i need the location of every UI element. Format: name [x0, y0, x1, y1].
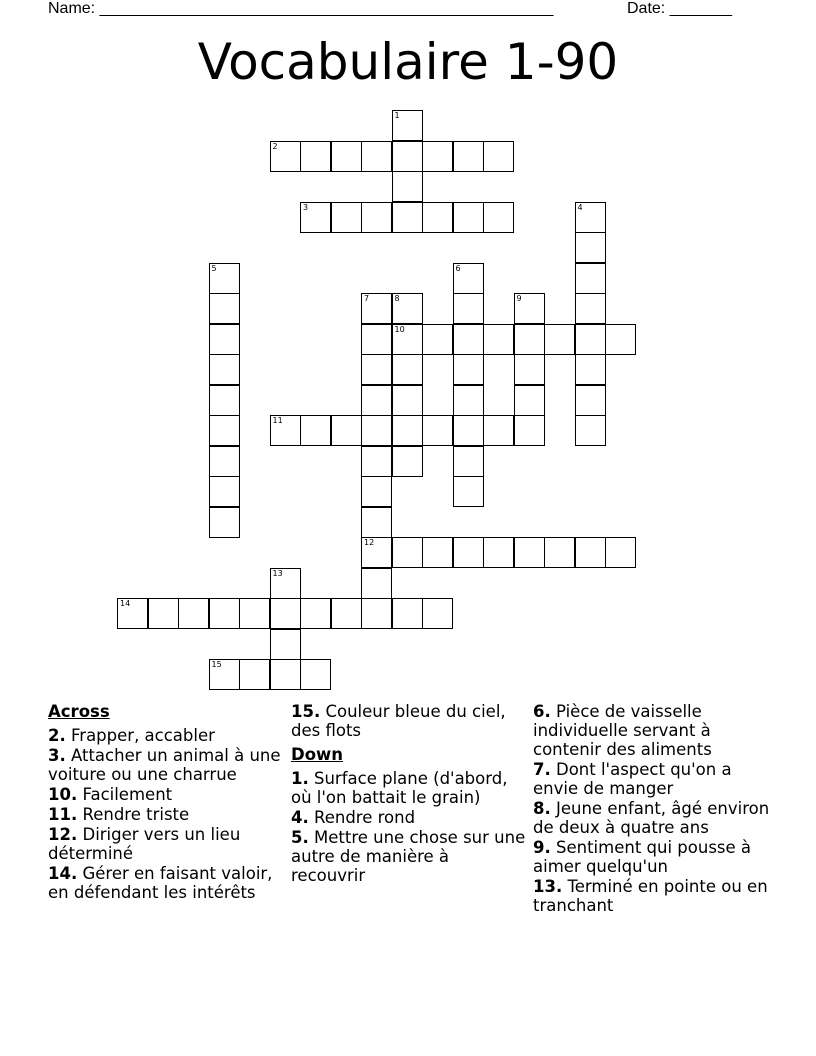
clue-column-1 [48, 702, 288, 903]
crossword-cell[interactable] [270, 568, 301, 599]
crossword-cell[interactable] [392, 537, 423, 568]
crossword-cell[interactable] [361, 598, 392, 629]
clue-across-10: 10. Facilement [48, 785, 173, 804]
clue-down-6: 6. Pièce de vaisselle individuelle servant à contenir des aliments [533, 702, 712, 759]
clue-across-14: 14. Gérer en faisant valoir, en défendant les intérêts [48, 864, 273, 902]
crossword-cell[interactable] [300, 141, 331, 172]
crossword-cell[interactable] [422, 598, 453, 629]
down-heading: Down [291, 745, 344, 764]
crossword-cell[interactable] [300, 659, 331, 690]
crossword-cell[interactable] [392, 110, 423, 141]
crossword-cell[interactable] [361, 293, 392, 324]
crossword-cell[interactable] [361, 385, 392, 416]
crossword-cell[interactable] [209, 263, 240, 294]
crossword-cell[interactable] [483, 141, 514, 172]
crossword-cell[interactable] [453, 141, 484, 172]
crossword-cell[interactable] [209, 659, 240, 690]
crossword-cell[interactable] [605, 324, 636, 355]
crossword-cell[interactable] [453, 385, 484, 416]
crossword-cell[interactable] [209, 324, 240, 355]
clue-down-7: 7. Dont l'aspect qu'on a envie de manger [533, 760, 732, 798]
crossword-cell[interactable] [453, 537, 484, 568]
crossword-cell[interactable] [361, 354, 392, 385]
clue-across-11: 11. Rendre triste [48, 805, 190, 824]
clue-number: 3 [303, 202, 309, 212]
crossword-cell[interactable] [361, 415, 392, 446]
crossword-cell[interactable] [331, 202, 362, 233]
clue-number: 9 [516, 294, 522, 303]
clue-number: 12 [364, 538, 375, 547]
clue-down-8: 8. Jeune enfant, âgé environ de deux à quatre ans [533, 799, 770, 837]
crossword-cell[interactable] [483, 537, 514, 568]
crossword-cell[interactable] [239, 598, 270, 629]
crossword-cell[interactable] [422, 537, 453, 568]
crossword-cell[interactable] [148, 598, 179, 629]
crossword-cell[interactable] [209, 476, 240, 507]
clue-number: 10 [394, 324, 405, 334]
crossword-cell[interactable] [575, 415, 606, 446]
crossword-cell[interactable] [361, 537, 392, 568]
crossword-cell[interactable] [239, 659, 270, 690]
crossword-cell[interactable] [270, 141, 301, 172]
clue-across-15: 15. Couleur bleue du ciel, des flots [291, 702, 506, 740]
crossword-cell[interactable] [392, 324, 423, 355]
crossword-cell[interactable] [514, 354, 545, 385]
crossword-cell[interactable] [300, 202, 331, 233]
clue-number: 7 [364, 294, 370, 303]
crossword-cell[interactable] [392, 385, 423, 416]
crossword-cell[interactable] [575, 354, 606, 385]
crossword-cell[interactable] [392, 446, 423, 477]
crossword-cell[interactable] [422, 202, 453, 233]
crossword-cell[interactable] [453, 324, 484, 355]
clue-number: 11 [272, 416, 283, 425]
clue-number: 5 [211, 263, 217, 273]
crossword-cell[interactable] [300, 415, 331, 446]
crossword-cell[interactable] [544, 537, 575, 568]
crossword-cell[interactable] [483, 415, 514, 446]
crossword-cell[interactable] [514, 537, 545, 568]
clue-number: 13 [272, 568, 283, 578]
clue-across-2: 2. Frapper, accabler [48, 726, 215, 745]
clue-number: 2 [272, 141, 278, 151]
page-title: Vocabulaire 1-90 [197, 33, 619, 91]
crossword-cell[interactable] [209, 507, 240, 538]
crossword-cell[interactable] [361, 476, 392, 507]
clue-number: 15 [211, 660, 222, 669]
crossword-cell[interactable] [361, 141, 392, 172]
crossword-cell[interactable] [575, 537, 606, 568]
crossword-cell[interactable] [483, 202, 514, 233]
clue-down-4: 4. Rendre rond [291, 808, 416, 827]
crossword-cell[interactable] [453, 415, 484, 446]
clue-down-9: 9. Sentiment qui pousse à aimer quelqu'un [533, 838, 752, 876]
crossword-cell[interactable] [270, 629, 301, 660]
crossword-cell[interactable] [117, 598, 148, 629]
crossword-cell[interactable] [209, 415, 240, 446]
crossword-cell[interactable] [453, 476, 484, 507]
clue-number: 6 [455, 263, 461, 273]
crossword-cell[interactable] [270, 659, 301, 690]
crossword-cell[interactable] [575, 385, 606, 416]
crossword-cell[interactable] [361, 324, 392, 355]
crossword-cell[interactable] [331, 415, 362, 446]
crossword-cell[interactable] [178, 598, 209, 629]
crossword-cell[interactable] [331, 598, 362, 629]
crossword-cell[interactable] [453, 263, 484, 294]
crossword-cell[interactable] [514, 293, 545, 324]
crossword-cell[interactable] [422, 415, 453, 446]
worksheet-header [48, 0, 732, 18]
clue-column-2 [291, 702, 527, 886]
clue-number: 8 [394, 294, 400, 303]
crossword-cell[interactable] [575, 263, 606, 294]
crossword-cell[interactable] [209, 354, 240, 385]
clue-number: 14 [120, 599, 131, 608]
crossword-cell[interactable] [453, 354, 484, 385]
crossword-cell[interactable] [392, 171, 423, 202]
crossword-cell[interactable] [575, 293, 606, 324]
crossword-cell[interactable] [605, 537, 636, 568]
crossword-cell[interactable] [270, 415, 301, 446]
crossword-cell[interactable] [209, 293, 240, 324]
crossword-cell[interactable] [453, 446, 484, 477]
clue-down-5: 5. Mettre une chose sur une autre de manière à recouvrir [291, 828, 526, 885]
clue-number: 1 [394, 111, 400, 120]
crossword-cell[interactable] [331, 141, 362, 172]
crossword-cell[interactable] [209, 385, 240, 416]
crossword-cell[interactable] [453, 202, 484, 233]
crossword-cell[interactable] [392, 202, 423, 233]
crossword-cell[interactable] [361, 507, 392, 538]
crossword-cell[interactable] [514, 324, 545, 355]
crossword-cell[interactable] [544, 324, 575, 355]
crossword-cell[interactable] [575, 324, 606, 355]
crossword-cell[interactable] [392, 141, 423, 172]
crossword-cell[interactable] [575, 202, 606, 233]
clue-down-1: 1. Surface plane (d'abord, où l'on battait le grain) [291, 769, 508, 807]
clue-across-3: 3. Attacher un animal à une voiture ou une charrue [48, 746, 281, 784]
crossword-cell[interactable] [575, 232, 606, 263]
across-heading: Across [48, 702, 110, 721]
crossword-cell[interactable] [392, 598, 423, 629]
clue-across-12: 12. Diriger vers un lieu déterminé [48, 825, 241, 863]
clue-column-3 [533, 702, 773, 916]
crossword-cell[interactable] [392, 415, 423, 446]
crossword-cell[interactable] [209, 446, 240, 477]
clue-down-13: 13. Terminé en pointe ou en tranchant [533, 877, 768, 915]
name-label: Name: ___________________________________________________ [48, 0, 554, 17]
crossword-cell[interactable] [392, 354, 423, 385]
crossword-cell[interactable] [361, 202, 392, 233]
crossword-cell[interactable] [361, 568, 392, 599]
crossword-cell[interactable] [453, 293, 484, 324]
crossword-cell[interactable] [270, 598, 301, 629]
crossword-cell[interactable] [209, 598, 240, 629]
date-label: Date: _______ [627, 0, 732, 17]
crossword-cell[interactable] [514, 415, 545, 446]
crossword-cell[interactable] [422, 141, 453, 172]
clue-number: 4 [577, 202, 583, 212]
crossword-cell[interactable] [392, 293, 423, 324]
crossword-cell[interactable] [300, 598, 331, 629]
crossword-cell[interactable] [483, 324, 514, 355]
crossword-cell[interactable] [514, 385, 545, 416]
crossword-cell[interactable] [361, 446, 392, 477]
crossword-cell[interactable] [422, 324, 453, 355]
